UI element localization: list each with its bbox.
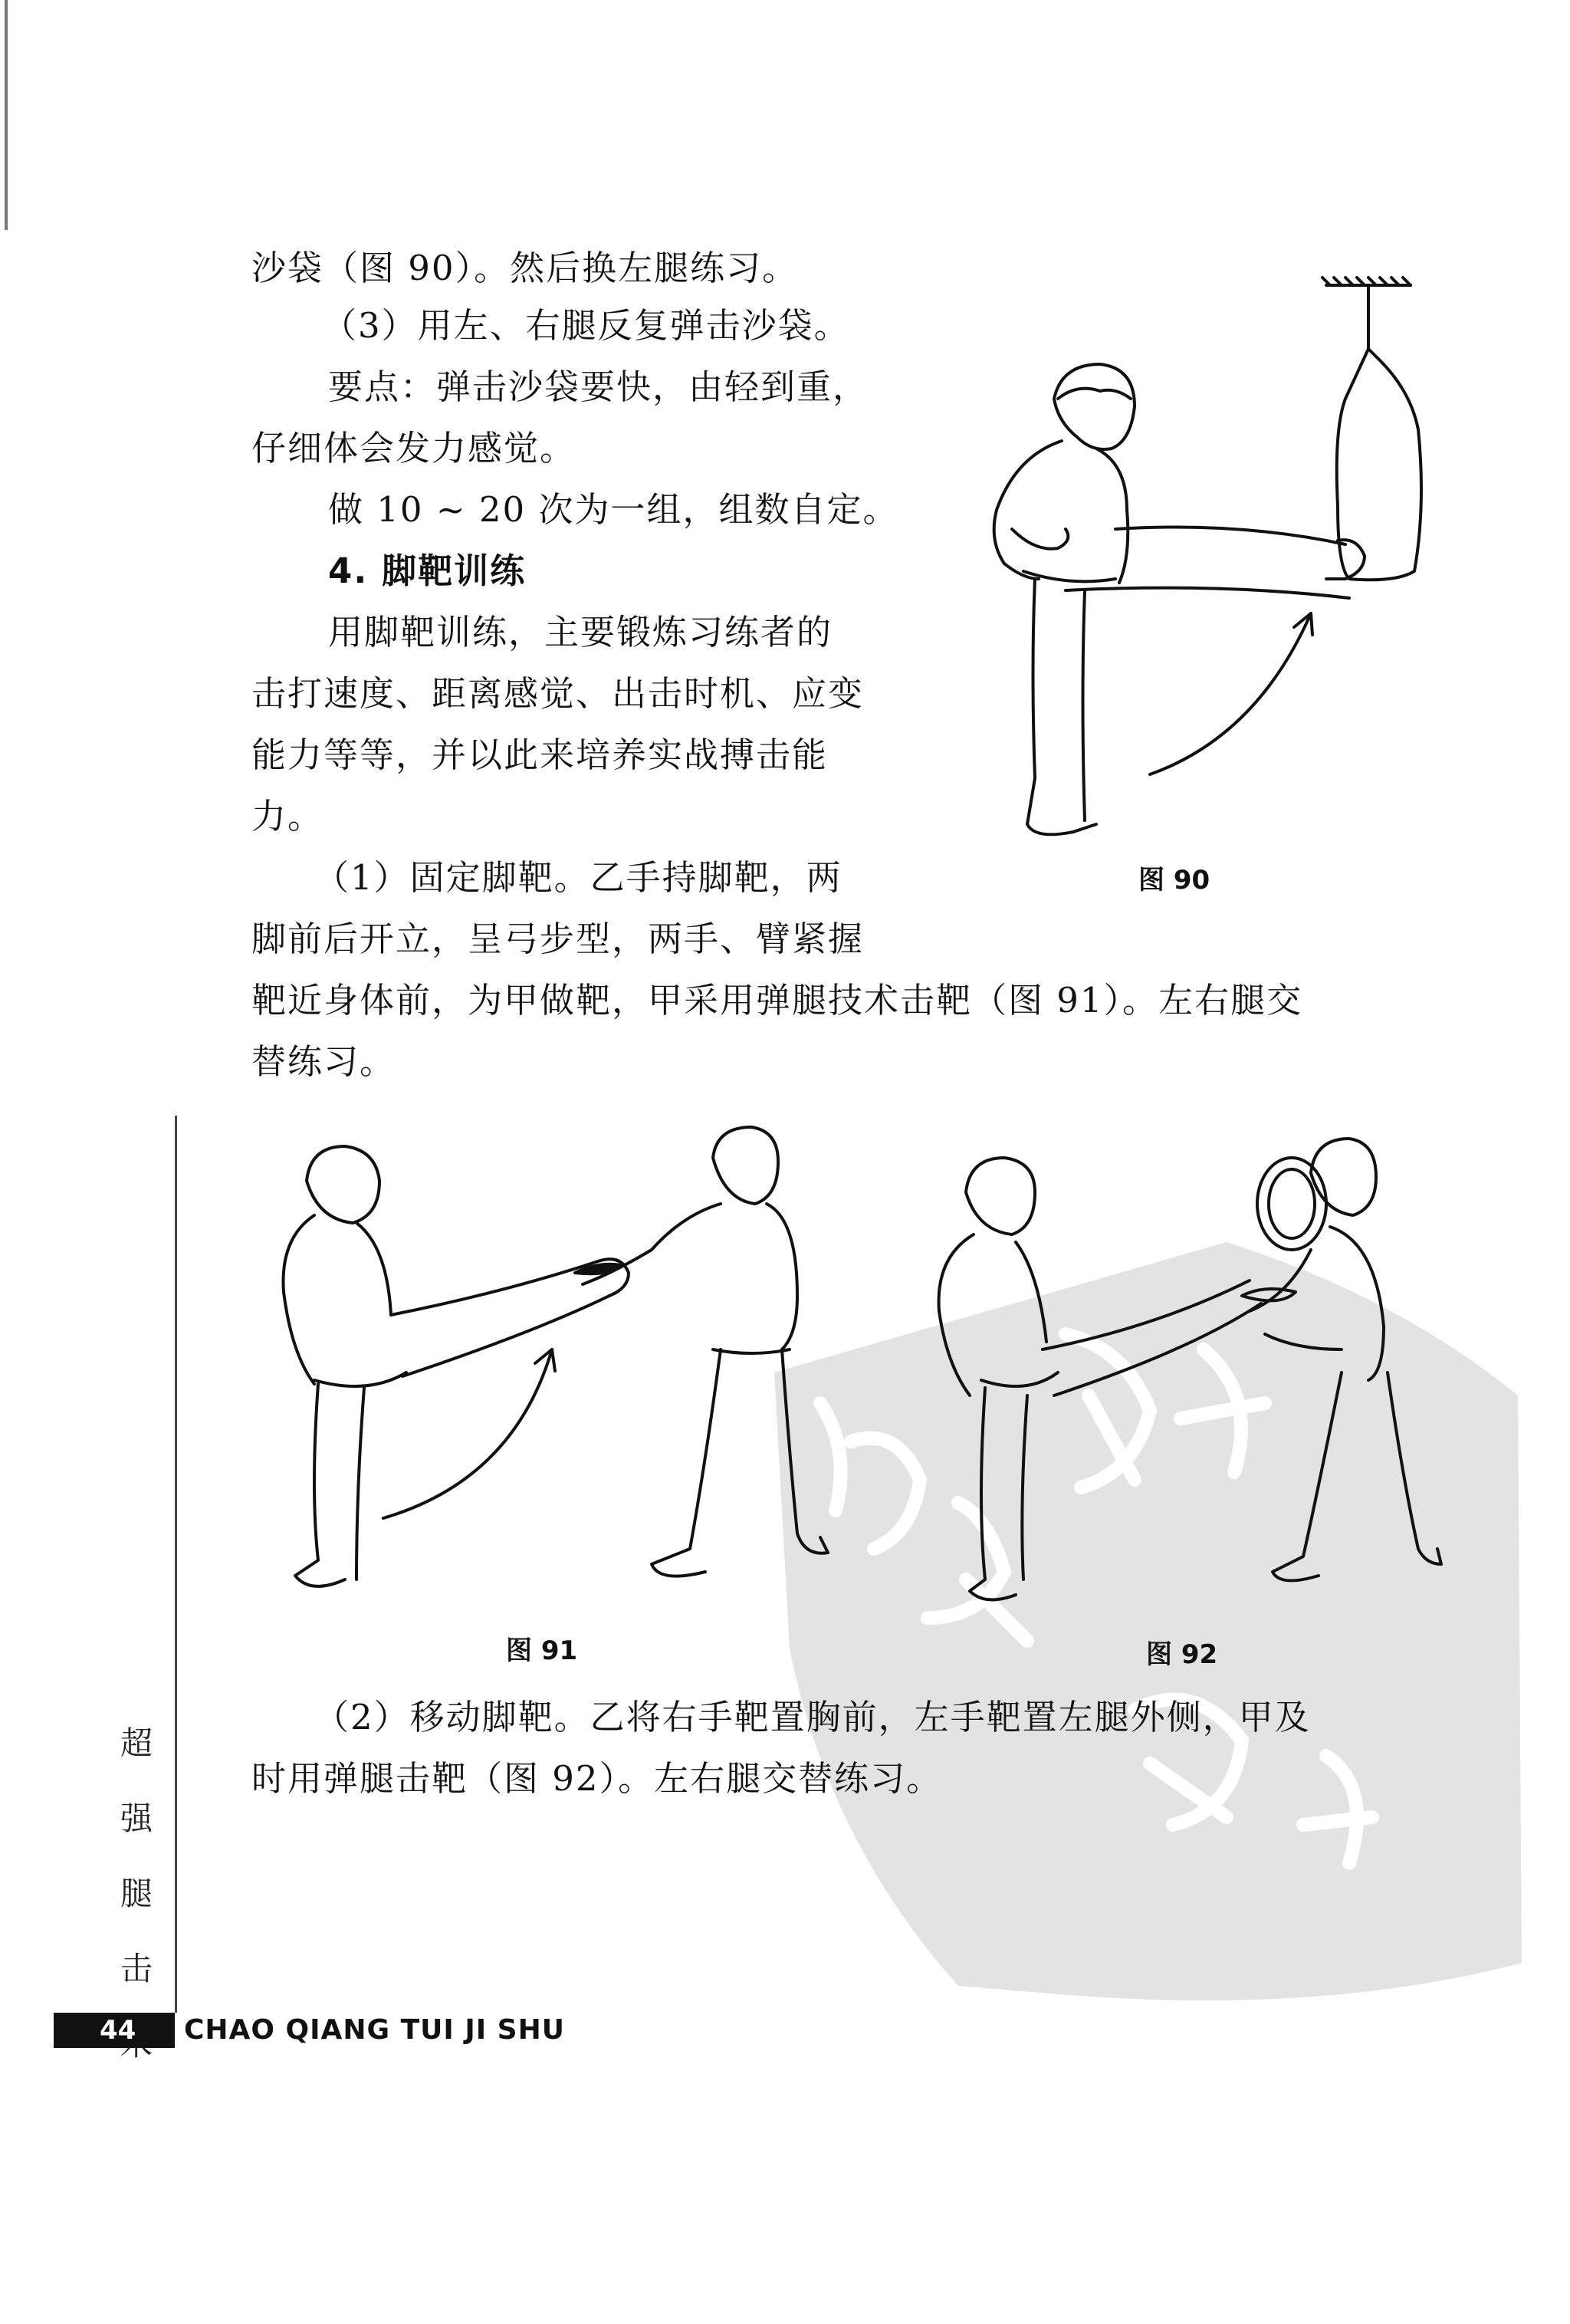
body-line-12: 脚前后开立，呈弓步型，两手、臂紧握 <box>251 919 865 959</box>
figure-92-caption: 图 92 <box>1146 1639 1218 1670</box>
body-line-15: （2）移动脚靶。乙将右手靶置胸前，左手靶置左腿外侧，甲及 <box>314 1697 1311 1737</box>
body-line-9: 能力等等，并以此来培养实战搏击能 <box>251 735 829 775</box>
body-line-13: 靶近身体前，为甲做靶，甲采用弹腿技术击靶（图 91）。左右腿交 <box>251 980 1303 1021</box>
figure-92-illustration <box>912 1119 1464 1625</box>
figure-91-illustration <box>261 1119 859 1625</box>
body-line-3: 要点：弹击沙袋要快，由轻到重， <box>328 367 869 407</box>
figure-90-caption: 图 90 <box>1138 865 1210 896</box>
figure-91-caption: 图 91 <box>506 1635 578 1666</box>
body-line-2: （3）用左、右腿反复弹击沙袋。 <box>322 305 850 346</box>
body-line-10: 力。 <box>251 796 324 837</box>
body-line-7: 用脚靶训练，主要锻炼习练者的 <box>328 612 833 652</box>
sidebar-title-char-1: 超 <box>120 1724 153 1762</box>
section-heading: 4. 脚靶训练 <box>328 551 527 591</box>
sidebar-title-char-3: 腿 <box>120 1875 153 1912</box>
page-number: 44 <box>100 2015 136 2046</box>
body-line-11: （1）固定脚靶。乙手持脚靶，两 <box>314 857 842 898</box>
page-edge-shadow <box>5 0 8 230</box>
body-line-8: 击打速度、距离感觉、出击时机、应变 <box>251 673 865 714</box>
sidebar-rule <box>175 1116 177 2013</box>
body-line-16: 时用弹腿击靶（图 92）。左右腿交替练习。 <box>251 1758 943 1799</box>
sidebar-title-char-4: 击 <box>120 1950 153 1987</box>
sidebar-title-char-2: 强 <box>120 1800 153 1837</box>
footer-book-title: CHAO QIANG TUI JI SHU <box>184 2014 565 2046</box>
figure-90-illustration <box>951 276 1457 843</box>
body-line-5: 做 10 ~ 20 次为一组，组数自定。 <box>328 489 899 530</box>
body-line-14: 替练习。 <box>251 1041 396 1082</box>
body-line-4: 仔细体会发力感觉。 <box>251 428 576 468</box>
body-line-1: 沙袋（图 90）。然后换左腿练习。 <box>251 248 799 288</box>
